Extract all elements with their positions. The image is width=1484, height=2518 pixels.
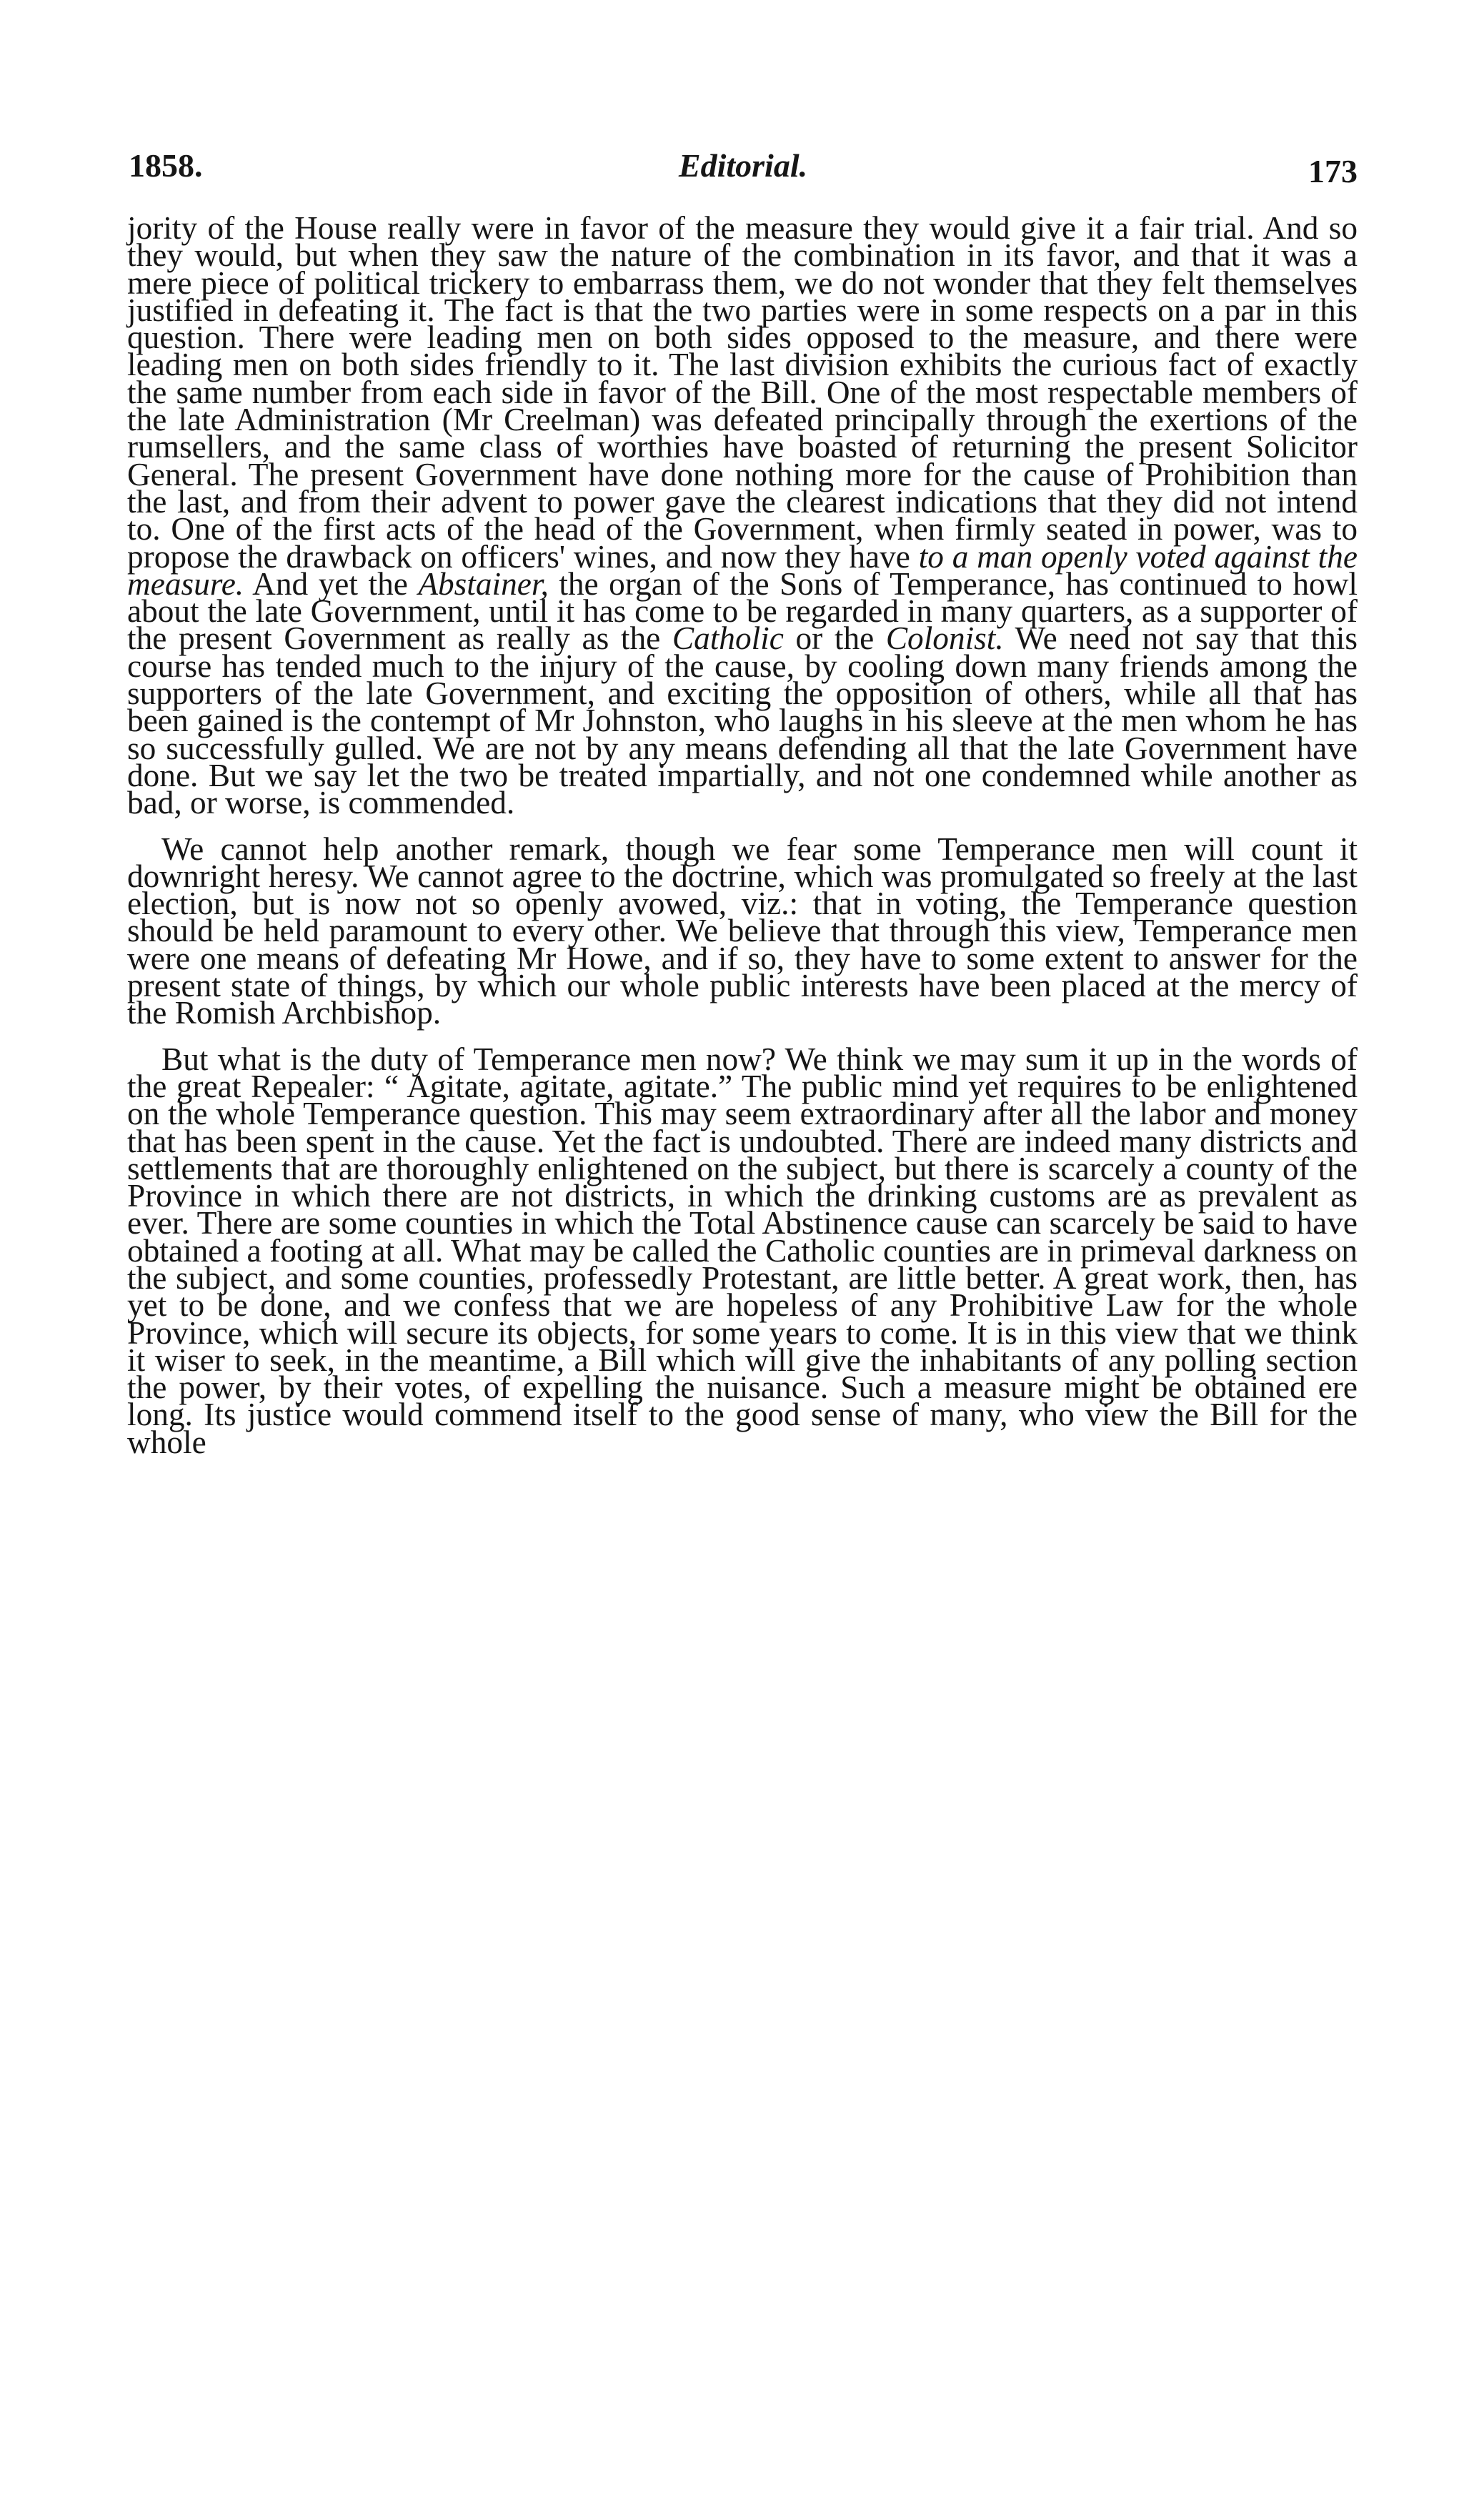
text-run: jority of the House really were in favor of the measure they would give it a fair trial. And so they would, but when they saw the nature of the combination in its favor, and that it was a mere piece of political trickery to embarrass them, we do not wonder that they felt themselves justified in defeating it. The fact is that the two parties were in some respects on a par in this question. There were leading men on both sides opposed to the measure, and there were leading men on both sides friendly to it. The last division exhibits the curious fact of exactly the same number from each side in favor of the Bill. One of the most respectable members of the late Administration (Mr Creelman) was defeated principally through the exertions of the rumsellers, and the same class of worthies have boasted of returning the present Solicitor General. The present Government have done nothing more for the cause of Prohibition than the last, and from their advent to power gave the clearest indications that they did not intend to. One of the first acts of the head of the Government, when firmly seated in power, was to propose the drawback on officers' wines, and now they have <box>127 210 1358 575</box>
text-run-italic: Colonist. <box>885 620 1004 657</box>
text-run: the organ of the Sons of Temperance, has continued to howl about the late Government, until it has come to be regarded in many quarters, as a supporter of the present Government as really as the <box>127 565 1358 657</box>
text-run-italic: to a man openly voted against the measure. <box>127 538 1358 602</box>
page-number: 173 <box>1308 153 1358 189</box>
header-section-title: Editorial. <box>678 147 808 184</box>
text-run: We cannot help another remark, though we fear some Temperance men will count it downright heresy. We cannot agree to the doctrine, which was promulgated so freely at the last election, but is now not so openly avowed, viz.: that in voting, the Temperance question should be held paramount to every other. We believe that through this view, Temperance men were one means of defeating Mr Howe, and if so, they have to some extent to answer for the present state of things, by which our whole public interests have been placed at the mercy of the Romish Archbishop. <box>127 831 1358 1031</box>
text-run-italic: Catholic <box>672 620 784 657</box>
text-run: or the <box>783 620 886 657</box>
text-run: But what is the duty of Temperance men now? We think we may sum it up in the words of the great Repealer: “ Agitate, agitate, agitate.” The public mind yet requires to be enlightened on the whole Temperance question. This may seem extraordinary after all the labor and money that has been spent in the cause. Yet the fact is undoubted. There are indeed many districts and settlements that are thoroughly enlightened on the subject, but there is scarcely a county of the Province in which there are not districts, in which the drinking customs are as prevalent as ever. There are some counties in which the Total Abstinence cause can scarcely be said to have obtained a footing at all. What may be called the Catholic counties are in primeval darkness on the subject, and some counties, professedly Protestant, are little better. A great work, then, has yet to be done, and we confess that we are hopeless of any Prohibitive Law for the whole Province, which will secure its objects, for some years to come. It is in this view that we think it wiser to seek, in the meantime, a Bill which will give the inhabitants of any polling section the power, by their votes, of expelling the nuisance. Such a measure might be obtained ere long. Its justice would commend itself to the good sense of many, who view the Bill for the whole <box>127 1041 1358 1460</box>
paragraph-1 <box>127 210 1358 821</box>
article-body <box>127 210 1358 1474</box>
paragraph-2 <box>127 831 1358 1031</box>
text-run: We need not say that this course has tended much to the injury of the cause, by cooling down many friends among the supporters of the late Government, and exciting the opposition of others, while all that has been gained is the contempt of Mr Johnston, who laughs in his sleeve at the men whom he has so successfully gulled. We are not by any means defending all that the late Government have done. But we say let the two be treated impartially, and not one condemned while another as bad, or worse, is commended. <box>127 620 1358 821</box>
text-run-italic: Abstainer, <box>418 565 549 602</box>
text-run: And yet the <box>244 565 419 602</box>
paragraph-3 <box>127 1041 1358 1460</box>
running-head <box>129 147 1358 197</box>
header-year: 1858. <box>129 147 203 184</box>
